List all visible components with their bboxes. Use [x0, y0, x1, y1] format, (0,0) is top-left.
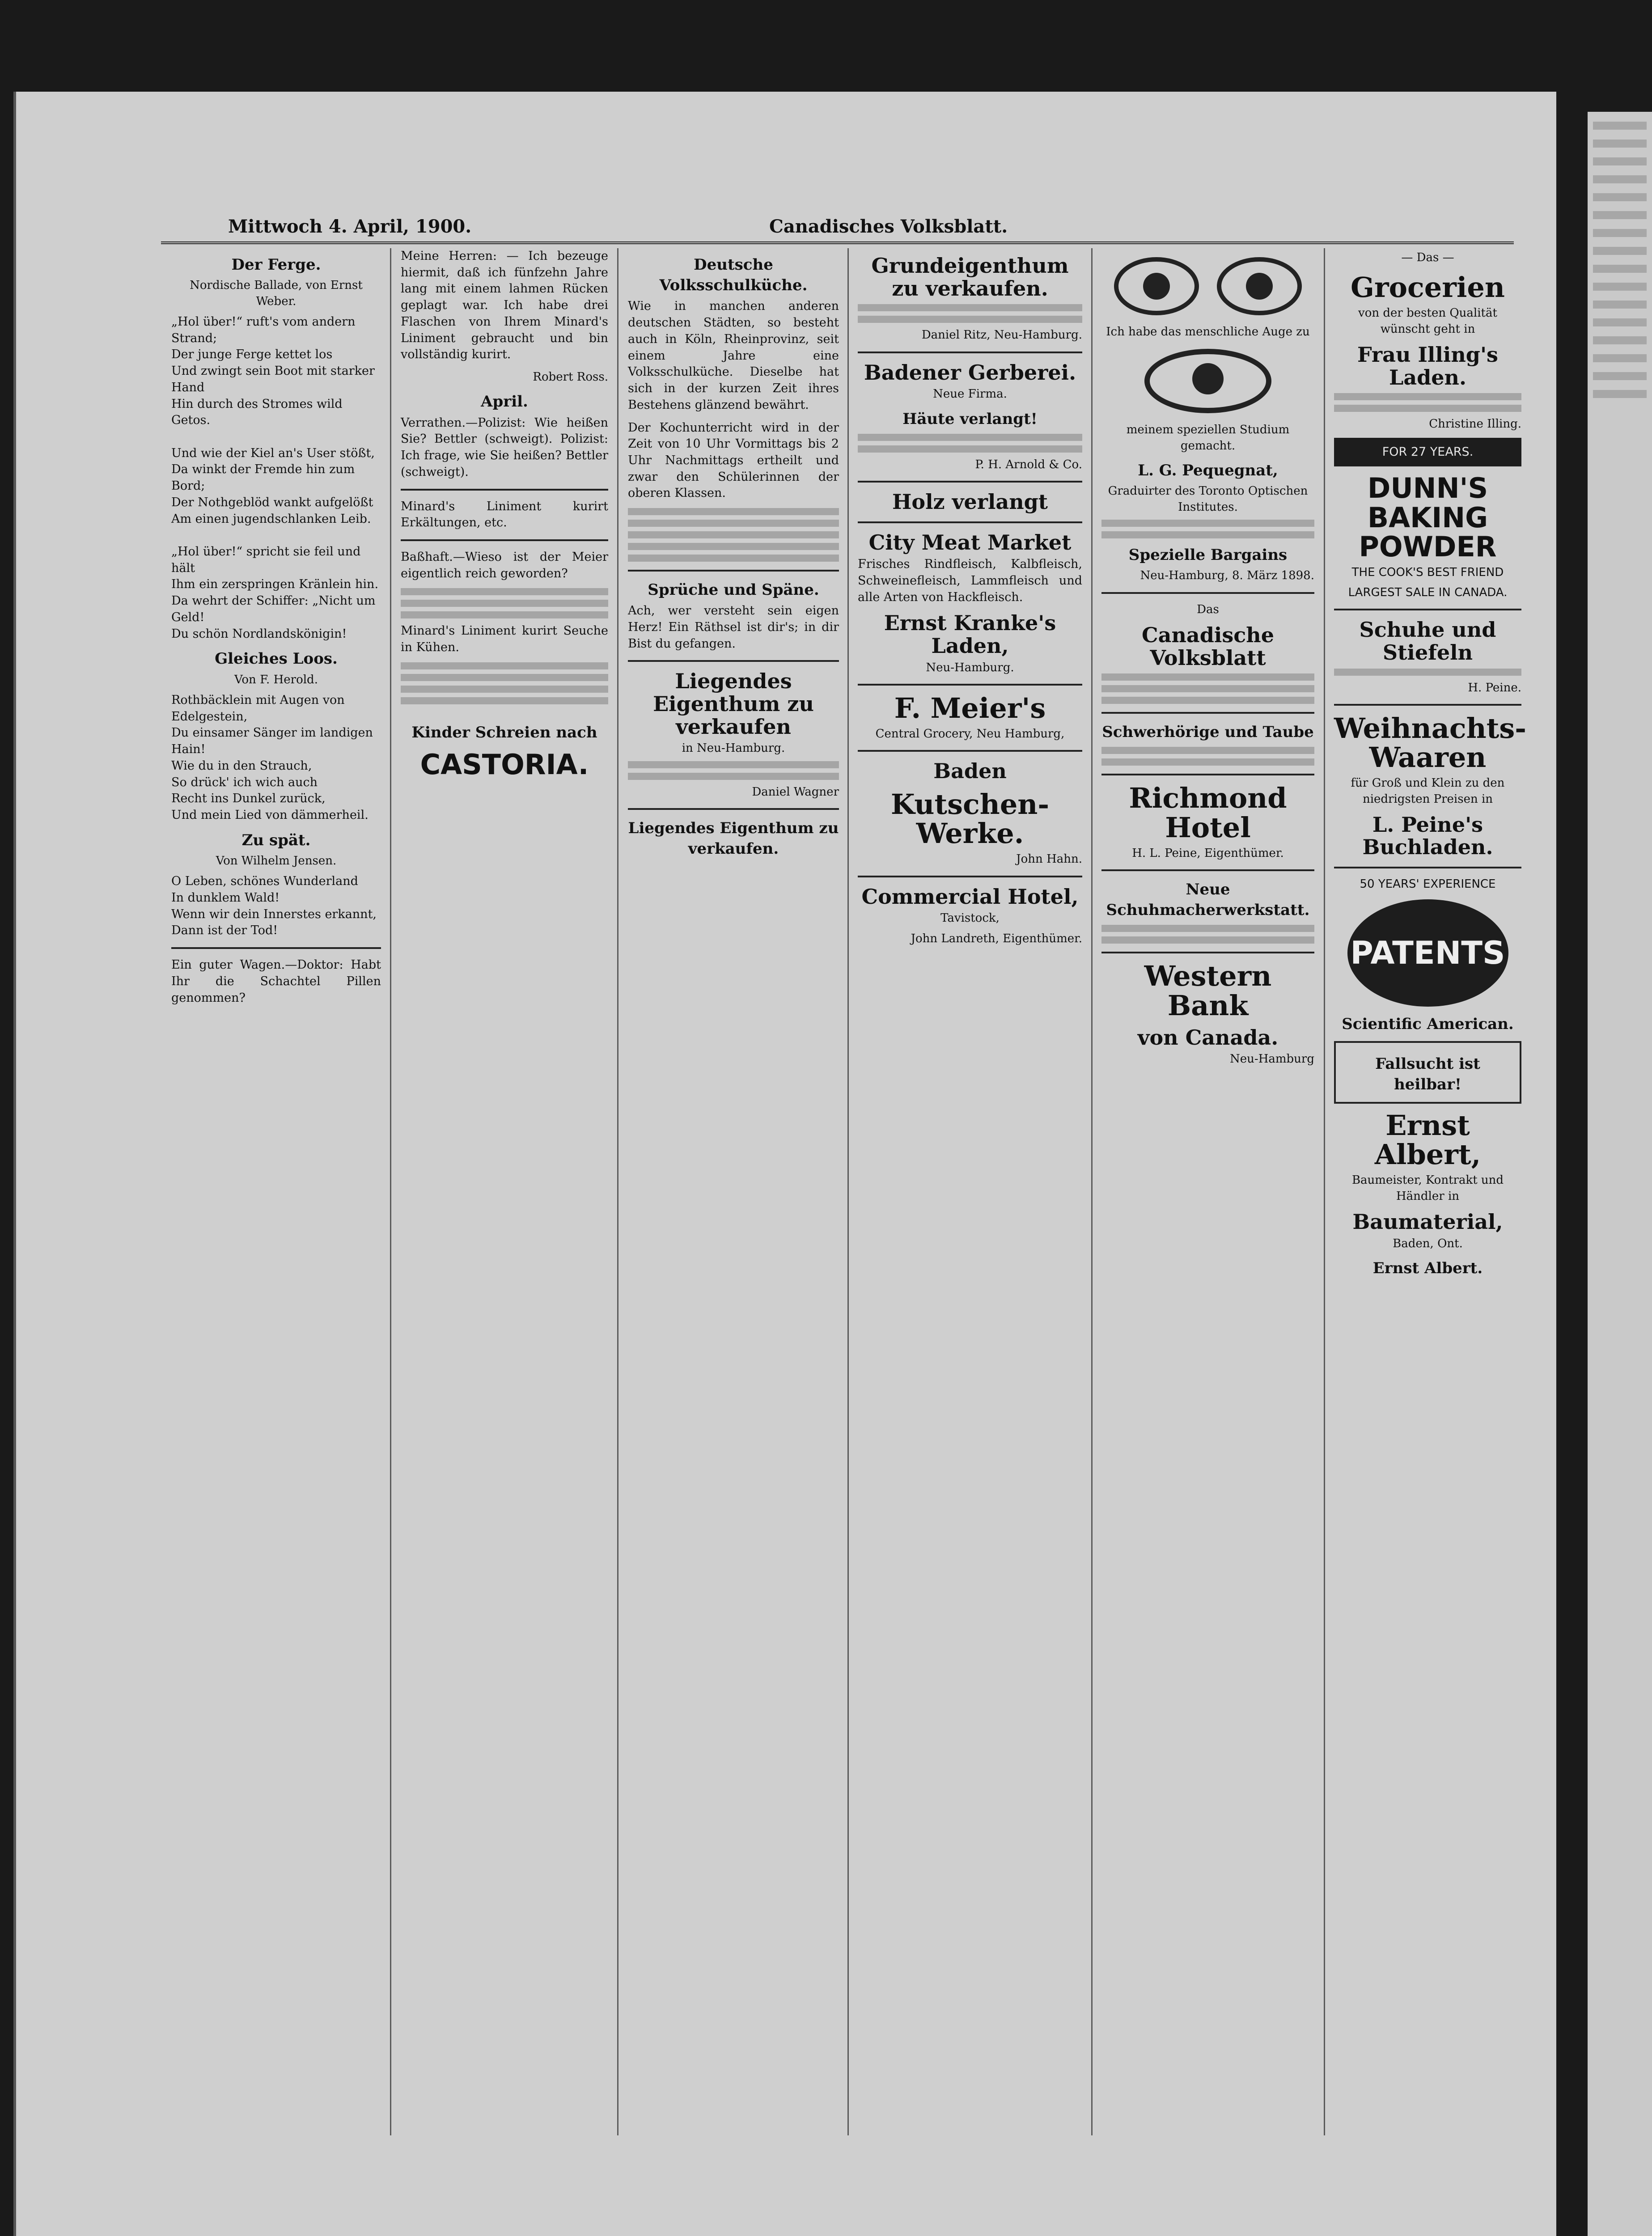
- text-placeholder: [401, 611, 608, 618]
- column-2: [393, 248, 616, 2135]
- divider: [1334, 704, 1521, 706]
- text-placeholder: [401, 697, 608, 704]
- ad-kicker: Das: [1197, 602, 1219, 616]
- signature: Christine Illing.: [1429, 417, 1521, 431]
- column-4: [850, 248, 1090, 2135]
- article-subtitle: Nordische Ballade, von Ernst Weber.: [190, 279, 363, 308]
- patents-ad: PATENTS: [1347, 899, 1508, 1007]
- ad-title: Ernst Kranke's Laden,: [884, 611, 1056, 658]
- ad-subtitle: von Canada.: [1137, 1025, 1279, 1050]
- ad-caption: Ich habe das menschliche Auge zu: [1106, 325, 1310, 339]
- ad-subtitle: in Neu-Hamburg.: [682, 741, 785, 755]
- text-placeholder: [628, 531, 839, 538]
- ad-subtitle: Baumeister, Kontrakt und Händler in: [1351, 1173, 1504, 1203]
- signature: P. H. Arnold & Co.: [975, 457, 1082, 471]
- divider: [1101, 592, 1314, 594]
- article-title: Zu spät.: [241, 831, 311, 849]
- ad-subtitle: Scientific American.: [1342, 1015, 1514, 1033]
- ad-title: Weihnachts-Waaren: [1334, 711, 1527, 774]
- ad-kicker: — Das —: [1401, 251, 1454, 264]
- divider: [1101, 952, 1314, 953]
- divider: [628, 808, 839, 810]
- ad-subtitle: für Groß und Klein zu den niedrigsten Preisen in: [1351, 776, 1505, 806]
- ad-subtitle: Neue Firma.: [933, 387, 1007, 401]
- divider: [1334, 867, 1521, 868]
- eyeglasses-illustration: [1101, 257, 1314, 315]
- text-placeholder: [628, 520, 839, 527]
- ad-headline: Kinder Schreien nach: [411, 723, 597, 741]
- text-placeholder: [1101, 673, 1314, 681]
- article-title: Sprüche und Späne.: [648, 581, 819, 599]
- joke-text: Ein guter Wagen.—Doktor: Habt Ihr die Schachtel Pillen genommen?: [171, 958, 381, 1005]
- divider: [628, 570, 839, 572]
- eye-icon: [1217, 257, 1302, 315]
- ad-title: Canadische Volksblatt: [1142, 623, 1274, 670]
- ad-title: L. Peine's Buchladen.: [1362, 812, 1493, 860]
- signature: Daniel Ritz, Neu-Hamburg.: [921, 328, 1082, 342]
- column-rule: [1091, 248, 1093, 2135]
- dunns-tagline: THE COOK'S BEST FRIEND: [1351, 565, 1504, 579]
- divider: [401, 489, 608, 491]
- ad-title: Liegendes Eigenthum zu verkaufen.: [628, 819, 839, 858]
- ad-text: Frisches Rindfleisch, Kalbfleisch, Schweinefleisch, Lammfleisch und alle Arten von Hackfleisch.: [858, 557, 1082, 604]
- ad-title: Commercial Hotel,: [861, 884, 1079, 909]
- column-rule: [1324, 248, 1325, 2135]
- eye-icon: [1114, 257, 1199, 315]
- ad-title: Frau Illing's Laden.: [1357, 343, 1498, 390]
- quote-text: Ach, wer versteht sein eigen Herz! Ein Räthsel ist dir's; in dir Bist du gefangen.: [628, 604, 839, 651]
- masthead-title: Canadisches Volksblatt.: [769, 216, 1008, 237]
- text-placeholder: [628, 543, 839, 550]
- ad-title: Grundeigenthum zu verkaufen.: [871, 254, 1069, 301]
- ad-name: L. G. Pequegnat,: [1138, 462, 1278, 480]
- article-subtitle: Von F. Herold.: [234, 673, 318, 686]
- article-subtitle: Von Wilhelm Jensen.: [216, 854, 337, 868]
- text-placeholder: [628, 773, 839, 780]
- ad-title: Grocerien: [1351, 271, 1505, 304]
- text-placeholder: [628, 555, 839, 562]
- ad-subtitle: Spezielle Bargains: [1128, 546, 1288, 564]
- text-placeholder: [1101, 747, 1314, 754]
- ad-subtitle: Häute verlangt!: [902, 410, 1038, 428]
- ad-title: Schwerhörige und Taube: [1102, 723, 1314, 741]
- signature: Robert Ross.: [533, 370, 608, 384]
- text-placeholder: [628, 761, 839, 768]
- ad-line: Minard's Liniment kurirt Erkältungen, etc.: [401, 499, 608, 530]
- text-placeholder: [628, 508, 839, 515]
- text-placeholder: [1101, 520, 1314, 527]
- divider: [858, 684, 1082, 686]
- column-5: [1093, 248, 1322, 2135]
- signature: Ernst Albert.: [1372, 1259, 1483, 1277]
- text-placeholder: [401, 662, 608, 669]
- divider: [401, 539, 608, 541]
- divider: [171, 947, 381, 949]
- text-placeholder: [1101, 531, 1314, 538]
- article-title: Der Ferge.: [231, 256, 321, 274]
- article-title: Deutsche Volksschulküche.: [659, 256, 808, 295]
- text-placeholder: [1101, 697, 1314, 704]
- ad-title: Neue Schuhmacherwerkstatt.: [1106, 880, 1310, 919]
- ad-title: Richmond Hotel: [1129, 782, 1287, 844]
- ad-line: Minard's Liniment kurirt Seuche in Kühen.: [401, 624, 608, 655]
- ad-title: City Meat Market: [868, 530, 1072, 555]
- ad-title: Schuhe und Stiefeln: [1359, 618, 1496, 665]
- ad-caption: meinem speziellen Studium gemacht.: [1126, 423, 1290, 453]
- text-placeholder: [1101, 925, 1314, 932]
- article-title: Gleiches Loos.: [215, 650, 338, 668]
- column-3: [620, 248, 847, 2135]
- text-placeholder: [858, 434, 1082, 441]
- place-line: Baden, Ont.: [1393, 1237, 1463, 1250]
- divider: [858, 750, 1082, 752]
- article-title: April.: [481, 393, 528, 411]
- divider: [628, 660, 839, 662]
- text-placeholder: [401, 686, 608, 693]
- divider: [858, 351, 1082, 353]
- ad-title: Kutschen-Werke.: [890, 788, 1050, 850]
- ad-subtitle: von der besten Qualität wünscht geht in: [1358, 306, 1497, 336]
- date-line: Neu-Hamburg, 8. März 1898.: [1140, 569, 1314, 583]
- ad-title: Baumaterial,: [1352, 1210, 1503, 1234]
- divider: [1101, 774, 1314, 775]
- text-placeholder: [1101, 758, 1314, 766]
- text-placeholder: [401, 600, 608, 607]
- divider: [1101, 712, 1314, 714]
- ad-subtitle: Graduirter des Toronto Optischen Institutes.: [1108, 484, 1308, 514]
- poem-text: „Hol über!“ ruft's vom andern Strand; Der junge Ferge kettet los Und zwingt sein Boot mit starker Hand Hin durch des Stromes wild Getos. Und wie der Kiel an's User stößt, Da winkt der Fremde hin zum Bord; Der Nothgeblöd wankt aufgelößt Am einen jugendschlanken Leib. „Hol über!“ spricht sie feil und hält Ihm ein zerspringen Kränlein hin. Da wehrt der Schiffer: „Nicht um Geld! Du schön Nordlandskönigin!: [171, 314, 379, 641]
- ad-title: Badener Gerberei.: [864, 360, 1076, 385]
- joke-text: Baßhaft.—Wieso ist der Meier eigentlich reich geworden?: [401, 550, 608, 580]
- ad-title: Western Bank: [1144, 960, 1272, 1022]
- dunns-tagline: LARGEST SALE IN CANADA.: [1348, 586, 1508, 600]
- place-line: Neu-Hamburg: [1230, 1052, 1314, 1066]
- text-placeholder: [1334, 669, 1521, 676]
- ad-box: [1334, 1041, 1521, 1104]
- divider: [858, 521, 1082, 523]
- text-placeholder: [858, 316, 1082, 323]
- ad-subtitle: Central Grocery, Neu Hamburg,: [875, 727, 1065, 741]
- signature: John Hahn.: [1016, 852, 1082, 866]
- eye-icon: [1144, 349, 1271, 413]
- article-text: Wie in manchen anderen deutschen Städten, so besteht auch in Köln, Rheinprovinz, seit einem Jahre eine Volksschulküche. Dieselbe hat sich in der kurzen Zeit ihres Bestehens glänzend bewährt.: [628, 299, 839, 412]
- masthead-date: Mittwoch 4. April, 1900.: [228, 216, 472, 237]
- ad-subtitle: H. L. Peine, Eigenthümer.: [1132, 846, 1284, 860]
- masthead: [161, 210, 1514, 244]
- text-placeholder: [1334, 393, 1521, 400]
- ad-title: Ernst Albert,: [1374, 1109, 1481, 1171]
- text-placeholder: [1334, 405, 1521, 412]
- ad-title: Liegendes Eigenthum zu verkaufen: [653, 669, 814, 739]
- divider: [858, 876, 1082, 877]
- adjacent-page-strip: [1588, 112, 1652, 2236]
- dunns-brand: DUNN'S BAKING POWDER: [1359, 472, 1497, 563]
- ad-subtitle: Neu-Hamburg.: [926, 661, 1014, 674]
- text-placeholder: [401, 674, 608, 681]
- column-rule: [617, 248, 618, 2135]
- patent-kicker: 50 YEARS' EXPERIENCE: [1360, 877, 1496, 891]
- poem-text: Rothbäcklein mit Augen von Edelgestein, Du einsamer Sänger im landigen Hain! Wie du in den Strauch, So drück' ich wich auch Recht ins Dunkel zurück, Und mein Lied von dämmerheil.: [171, 693, 373, 822]
- signature: H. Peine.: [1468, 681, 1521, 695]
- divider: [858, 481, 1082, 483]
- article-text: Der Kochunterricht wird in der Zeit von 10 Uhr Vormittags bis 2 Uhr Nachmittags ertheilt und zwar den Schülerinnen der oberen Klassen.: [628, 420, 839, 500]
- signature: John Landreth, Eigenthümer.: [911, 932, 1082, 945]
- ad-subtitle: Tavistock,: [940, 911, 1000, 925]
- dialog-text: Verrathen.—Polizist: Wie heißen Sie? Bettler (schweigt). Polizist: Ich frage, wie Sie heißen? Bettler (schweigt).: [401, 415, 608, 479]
- divider: [1101, 869, 1314, 871]
- text-placeholder: [858, 304, 1082, 311]
- ad-title: Baden: [933, 759, 1007, 783]
- ad-title: Holz verlangt: [892, 490, 1048, 514]
- column-rule: [390, 248, 391, 2135]
- text-placeholder: [401, 588, 608, 595]
- text-placeholder: [1101, 685, 1314, 692]
- column-rule: [847, 248, 849, 2135]
- poem-text: O Leben, schönes Wunderland In dunklem Wald! Wenn wir dein Innerstes erkannt, Dann ist der Tod!: [171, 874, 377, 938]
- column-6: [1326, 248, 1529, 2135]
- dunns-ad-banner: FOR 27 YEARS.: [1334, 438, 1521, 467]
- ad-title: Fallsucht ist heilbar!: [1375, 1054, 1480, 1093]
- testimonial-text: Meine Herren: — Ich bezeuge hiermit, daß ich fünfzehn Jahre lang mit einem lahmen Rücken geplagt war. Ich habe drei Flaschen von Ihrem Minard's Liniment gebraucht und bin vollständig kurirt.: [401, 249, 608, 362]
- divider: [1334, 609, 1521, 610]
- text-placeholder: [858, 445, 1082, 453]
- castoria-ad: CASTORIA.: [420, 748, 589, 781]
- signature: Daniel Wagner: [752, 785, 839, 799]
- column-1: [163, 248, 389, 2135]
- text-placeholder: [1101, 936, 1314, 944]
- ad-title: F. Meier's: [894, 691, 1046, 724]
